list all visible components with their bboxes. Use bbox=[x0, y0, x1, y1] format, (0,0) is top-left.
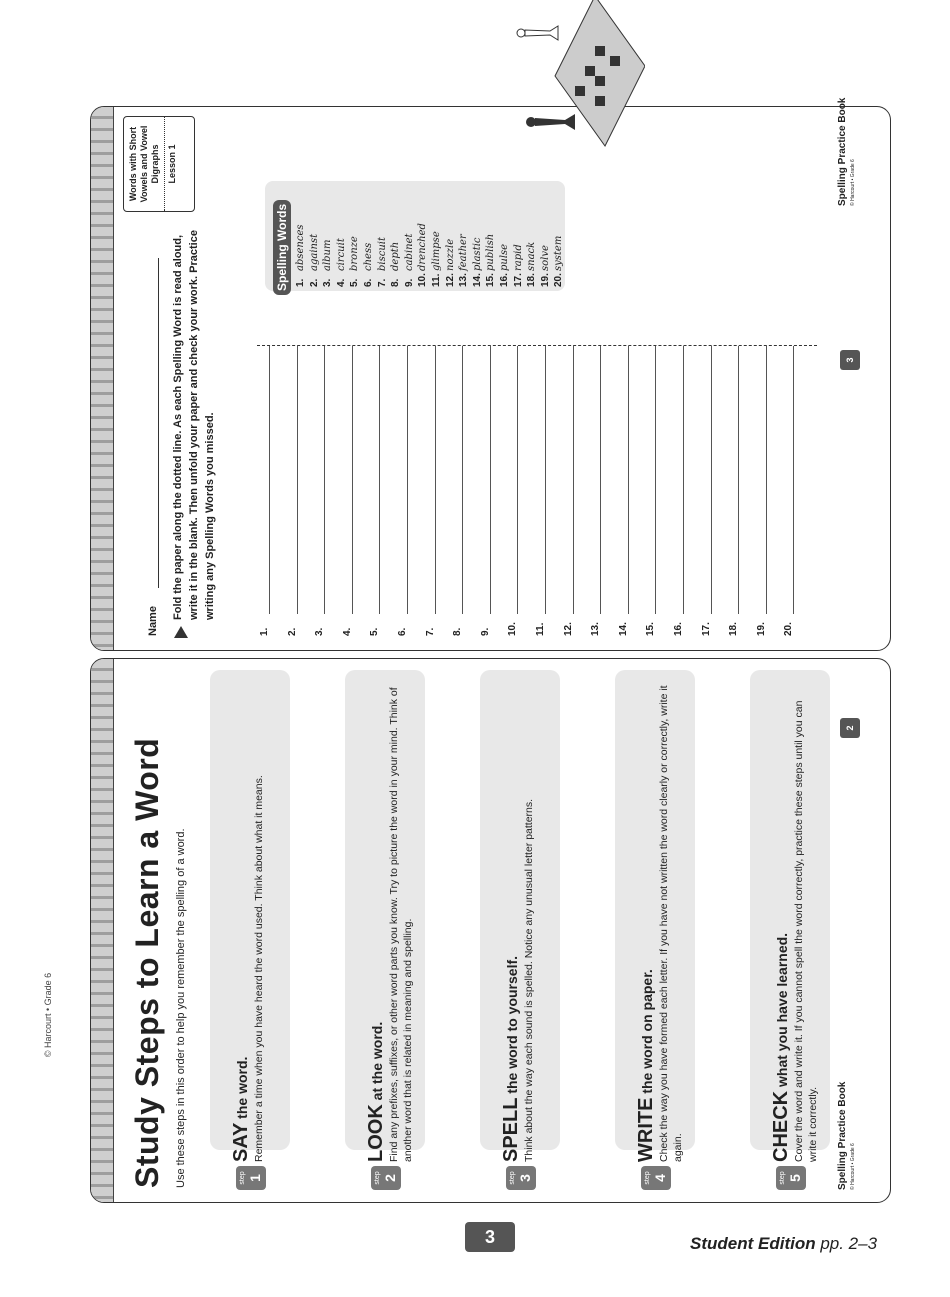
blank-number: 18. bbox=[728, 622, 740, 636]
step-1: step 1 SAY the word. Remember a time when you have heard the word used. Think about what it means. bbox=[210, 660, 292, 1190]
answer-blank[interactable] bbox=[588, 346, 616, 636]
spelling-word: 15.publish bbox=[485, 233, 497, 287]
blank-number: 8. bbox=[452, 627, 464, 636]
study-steps-content bbox=[115, 658, 885, 1198]
spelling-word: 6.chess bbox=[362, 242, 374, 287]
spelling-word: 17.rapid bbox=[512, 244, 524, 287]
step-4: step 4 WRITE the word on paper. Check the way you have formed each letter. If you have not written the word clearly or correctly, write it again. bbox=[615, 660, 697, 1190]
spelling-word: 11.glimpse bbox=[430, 231, 442, 287]
blank-number: 12. bbox=[562, 622, 574, 636]
answer-blank[interactable] bbox=[395, 346, 423, 636]
student-edition-label: Student Edition pp. 2–3 bbox=[690, 1234, 878, 1253]
answer-blank[interactable] bbox=[450, 346, 478, 636]
answer-blank[interactable] bbox=[726, 346, 754, 636]
spelling-word: 3.album bbox=[322, 239, 334, 287]
spelling-words-title: Spelling Words bbox=[273, 200, 291, 295]
spelling-list-content bbox=[115, 97, 885, 646]
step-badge: step 3 bbox=[506, 1166, 536, 1190]
page-title: Study Steps to Learn a Word bbox=[129, 737, 165, 1188]
step-head: SAY bbox=[230, 1122, 252, 1162]
blank-number: 1. bbox=[259, 627, 270, 636]
step-head: SPELL bbox=[500, 1097, 522, 1162]
step-text: Find any prefixes, suffixes, or other word parts you know. Try to picture the word in your mind. Think of another word that is related in meaning and spelling. bbox=[388, 687, 414, 1162]
chess-illustration bbox=[495, 0, 645, 166]
blank-number: 4. bbox=[341, 627, 353, 636]
spiral-binding bbox=[91, 659, 114, 1202]
blank-number: 15. bbox=[645, 622, 657, 636]
step-text: Think about the way each sound is spelled. Notice any unusual letter patterns. bbox=[523, 798, 535, 1162]
blank-number: 6. bbox=[396, 627, 408, 636]
blank-number: 5. bbox=[369, 627, 381, 636]
blank-number: 11. bbox=[534, 622, 546, 636]
fold-line bbox=[257, 345, 817, 346]
step-5: step 5 CHECK what you have learned. Cover the word and write it. If you cannot spell the word correctly, practice these steps until you can write it correctly. bbox=[750, 660, 832, 1190]
book-credit: © Harcourt • Grade 6 bbox=[850, 1143, 856, 1190]
arrow-icon bbox=[174, 626, 188, 638]
answer-blank[interactable] bbox=[754, 346, 782, 636]
spelling-word: 4.circuit bbox=[335, 238, 347, 287]
spelling-word: 7.biscuit bbox=[376, 237, 388, 287]
spelling-word: 9.cabinet bbox=[403, 233, 415, 287]
spelling-word: 1.absences bbox=[295, 224, 306, 287]
blank-number: 10. bbox=[507, 622, 519, 636]
blank-number: 9. bbox=[479, 627, 491, 636]
answer-blanks bbox=[257, 346, 809, 636]
book-title: Spelling Practice Book bbox=[837, 1081, 848, 1190]
blank-number: 13. bbox=[590, 622, 602, 636]
step-text: Check the way you have formed each letter. If you have not written the word clearly or correctly, write it again. bbox=[658, 685, 684, 1162]
step-head: LOOK bbox=[365, 1104, 387, 1162]
answer-blank[interactable] bbox=[478, 346, 506, 636]
step-badge: step 5 bbox=[776, 1166, 806, 1190]
spelling-word: 18.snack bbox=[526, 241, 538, 287]
spelling-word: 13.feather bbox=[458, 234, 470, 287]
name-field[interactable] bbox=[158, 258, 159, 588]
step-text: Cover the word and write it. If you cannot spell the word correctly, practice these steps until you can write it correctly. bbox=[793, 700, 819, 1162]
answer-blank[interactable] bbox=[285, 346, 313, 636]
name-label: Name bbox=[147, 606, 159, 636]
answer-blank[interactable] bbox=[257, 346, 285, 636]
intro-text: Use these steps in this order to help you remember the spelling of a word. bbox=[175, 828, 187, 1188]
book-title: Spelling Practice Book bbox=[837, 97, 848, 206]
lesson-tab: Words with Short Vowels and Vowel Digraphs Lesson 1 bbox=[123, 116, 195, 212]
step-badge: step 4 bbox=[641, 1166, 671, 1190]
answer-blank[interactable] bbox=[561, 346, 589, 636]
blank-number: 2. bbox=[286, 627, 298, 636]
answer-blank[interactable] bbox=[505, 346, 533, 636]
spelling-word: 16.pulse bbox=[498, 243, 510, 287]
answer-blank[interactable] bbox=[533, 346, 561, 636]
blank-number: 19. bbox=[755, 622, 767, 636]
step-text: Remember a time when you have heard the word used. Think about what it means. bbox=[253, 775, 265, 1162]
answer-blank[interactable] bbox=[340, 346, 368, 636]
spelling-word: 20.system bbox=[553, 235, 565, 287]
blank-number: 20. bbox=[783, 622, 795, 636]
answer-blank[interactable] bbox=[616, 346, 644, 636]
spelling-word: 14.plastic bbox=[471, 237, 483, 287]
page-number: 3 bbox=[840, 350, 860, 370]
blank-number: 14. bbox=[617, 622, 629, 636]
answer-blank[interactable] bbox=[367, 346, 395, 636]
spelling-word-list bbox=[295, 181, 567, 287]
blank-number: 3. bbox=[314, 627, 326, 636]
spelling-word: 12.nozzle bbox=[444, 238, 456, 287]
step-badge: step 1 bbox=[236, 1166, 266, 1190]
spiral-binding bbox=[91, 107, 114, 650]
page-number: 2 bbox=[840, 718, 860, 738]
blank-number: 16. bbox=[672, 622, 684, 636]
answer-blank[interactable] bbox=[699, 346, 727, 636]
answer-blank[interactable] bbox=[423, 346, 451, 636]
step-head: CHECK bbox=[770, 1090, 792, 1162]
blank-number: 17. bbox=[700, 622, 712, 636]
answer-blank[interactable] bbox=[781, 346, 809, 636]
spelling-word: 10.drenched bbox=[417, 223, 429, 287]
book-credit: © Harcourt • Grade 6 bbox=[850, 159, 856, 206]
spelling-word: 19.solve bbox=[539, 245, 551, 287]
spelling-word: 5.bronze bbox=[349, 236, 361, 287]
step-3: step 3 SPELL the word to yourself. Think about the way each sound is spelled. Notice any unusual letter patterns. bbox=[480, 660, 562, 1190]
step-badge: step 2 bbox=[371, 1166, 401, 1190]
instructions: Fold the paper along the dotted line. As each Spelling Word is read aloud, write it in the blank. Then unfold your paper and check your work. Practice writing any Spelling Words you missed. bbox=[172, 230, 216, 620]
copyright-credit: © Harcourt • Grade 6 bbox=[43, 972, 53, 1058]
blank-number: 7. bbox=[424, 627, 436, 636]
step-2: step 2 LOOK at the word. Find any prefixes, suffixes, or other word parts you know. Try to picture the word in your mind. Think of another word that is related in meaning and spelling. bbox=[345, 660, 427, 1190]
answer-blank[interactable] bbox=[671, 346, 699, 636]
spelling-word: 2.against bbox=[308, 233, 320, 287]
answer-blank[interactable] bbox=[312, 346, 340, 636]
spelling-words-box bbox=[265, 181, 565, 291]
spelling-word: 8.depth bbox=[390, 241, 402, 287]
answer-blank[interactable] bbox=[643, 346, 671, 636]
step-head: WRITE bbox=[635, 1097, 657, 1162]
page-badge: 3 bbox=[465, 1222, 515, 1252]
